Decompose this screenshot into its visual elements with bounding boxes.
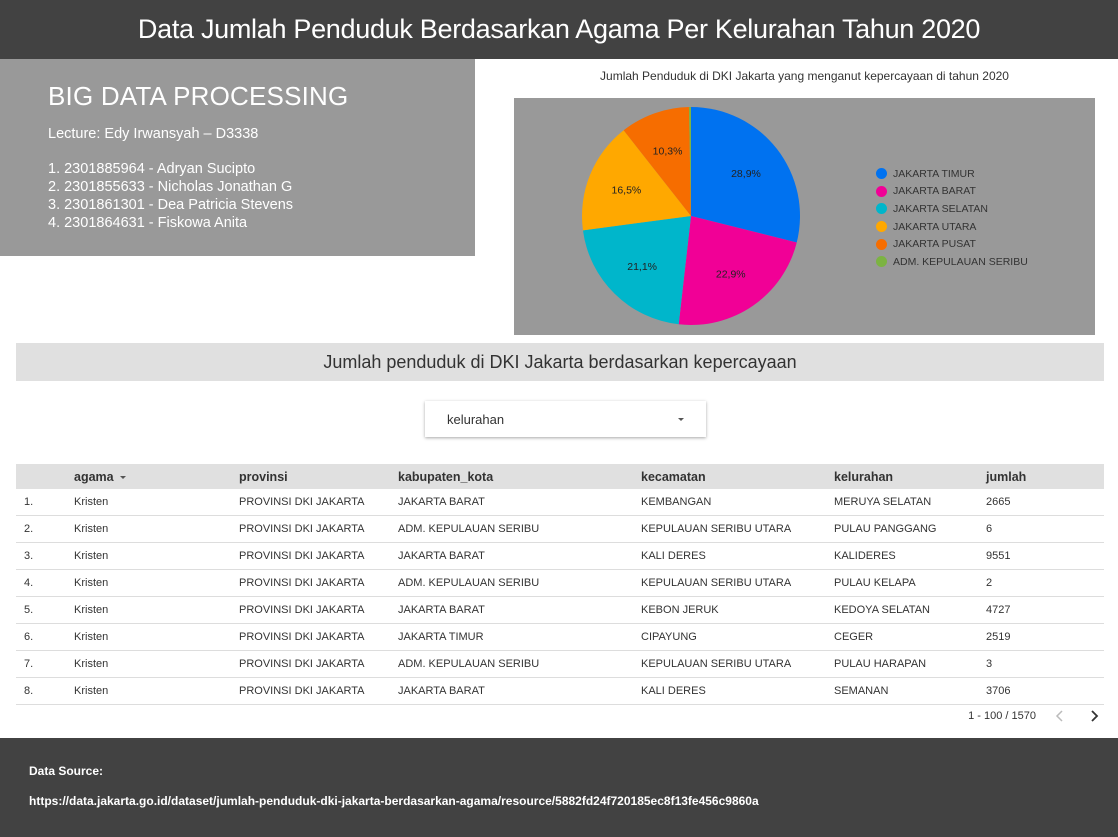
cell-kelurahan: MERUYA SELATAN <box>834 496 932 508</box>
cell-jumlah: 4727 <box>986 604 1011 616</box>
row-index: 7. <box>24 658 34 670</box>
legend-dot-icon <box>876 168 887 179</box>
table-row[interactable] <box>16 570 1104 597</box>
cell-provinsi: PROVINSI DKI JAKARTA <box>239 523 365 535</box>
cell-agama: Kristen <box>74 658 109 670</box>
cell-agama: Kristen <box>74 577 109 589</box>
cell-kabupaten-kota: JAKARTA BARAT <box>398 550 485 562</box>
cell-kelurahan: PULAU PANGGANG <box>834 523 937 535</box>
section-header <box>16 343 1104 381</box>
table-row[interactable] <box>16 516 1104 543</box>
legend-item[interactable]: JAKARTA BARAT <box>876 183 1028 201</box>
footer <box>0 738 1118 837</box>
cell-kecamatan: KALI DERES <box>641 685 706 697</box>
column-header-kabupaten-kota[interactable]: kabupaten_kota <box>398 469 494 484</box>
member-item: 3. 2301861301 - Dea Patricia Stevens <box>48 197 294 213</box>
cell-kecamatan: CIPAYUNG <box>641 631 697 643</box>
cell-jumlah: 3706 <box>986 685 1011 697</box>
cell-jumlah: 2519 <box>986 631 1011 643</box>
pie-slice-label: 21,1% <box>627 260 658 273</box>
cell-kabupaten-kota: ADM. KEPULAUAN SERIBU <box>398 577 540 589</box>
data-table <box>16 464 1104 705</box>
data-source-url[interactable]: https://data.jakarta.go.id/dataset/jumlah-penduduk-dki-jakarta-berdasarkan-agama/resource/5882fd24f720185ec8f13fe456c9860a <box>29 794 759 808</box>
cell-provinsi: PROVINSI DKI JAKARTA <box>239 685 365 697</box>
pie-chart[interactable] <box>514 98 1095 335</box>
legend-item[interactable]: JAKARTA UTARA <box>876 218 1028 236</box>
row-index: 4. <box>24 577 34 589</box>
data-source-label: Data Source: <box>29 764 104 778</box>
row-index: 3. <box>24 550 34 562</box>
chart-title: Jumlah Penduduk di DKI Jakarta yang menganut kepercayaan di tahun 2020 <box>600 69 1009 83</box>
legend-item[interactable]: JAKARTA PUSAT <box>876 235 1028 253</box>
cell-provinsi: PROVINSI DKI JAKARTA <box>239 631 365 643</box>
pie-chart-canvas[interactable] <box>514 98 874 335</box>
cell-provinsi: PROVINSI DKI JAKARTA <box>239 577 365 589</box>
row-index: 5. <box>24 604 34 616</box>
table-row[interactable] <box>16 678 1104 705</box>
caret-down-icon <box>678 418 684 421</box>
table-row[interactable] <box>16 651 1104 678</box>
table-row[interactable] <box>16 624 1104 651</box>
cell-kecamatan: KEPULAUAN SERIBU UTARA <box>641 523 792 535</box>
pie-slice-label: 28,9% <box>731 168 761 181</box>
cell-kabupaten-kota: JAKARTA BARAT <box>398 685 485 697</box>
cell-agama: Kristen <box>74 631 109 643</box>
legend-dot-icon <box>876 203 887 214</box>
prev-page-button[interactable] <box>1050 706 1070 726</box>
cell-jumlah: 3 <box>986 658 993 670</box>
table-row[interactable] <box>16 597 1104 624</box>
info-panel <box>0 59 475 256</box>
cell-jumlah: 2 <box>986 577 993 589</box>
chart-legend <box>876 165 1028 271</box>
table-row[interactable] <box>16 543 1104 570</box>
cell-provinsi: PROVINSI DKI JAKARTA <box>239 604 365 616</box>
kelurahan-filter-dropdown[interactable] <box>425 401 706 437</box>
row-index: 2. <box>24 523 34 535</box>
cell-agama: Kristen <box>74 550 109 562</box>
column-header-agama[interactable]: agama <box>74 470 239 484</box>
cell-jumlah: 6 <box>986 523 993 535</box>
course-title: BIG DATA PROCESSING <box>48 81 349 111</box>
cell-kecamatan: KALI DERES <box>641 550 706 562</box>
pie-slice-label: 16,5% <box>611 184 642 197</box>
cell-kelurahan: PULAU KELAPA <box>834 577 916 589</box>
column-header-kecamatan[interactable]: kecamatan <box>641 469 706 484</box>
cell-kelurahan: PULAU HARAPAN <box>834 658 927 670</box>
cell-kecamatan: KEPULAUAN SERIBU UTARA <box>641 577 792 589</box>
row-index: 8. <box>24 685 34 697</box>
cell-provinsi: PROVINSI DKI JAKARTA <box>239 658 365 670</box>
sort-desc-icon <box>120 476 126 479</box>
table-row[interactable] <box>16 489 1104 516</box>
cell-kecamatan: KEBON JERUK <box>641 604 719 616</box>
member-item: 2. 2301855633 - Nicholas Jonathan G <box>48 179 293 195</box>
legend-dot-icon <box>876 239 887 250</box>
pagination <box>900 704 1104 728</box>
legend-dot-icon <box>876 186 887 197</box>
row-index: 6. <box>24 631 34 643</box>
cell-kabupaten-kota: ADM. KEPULAUAN SERIBU <box>398 523 540 535</box>
pie-slice-label: 10,3% <box>652 145 683 158</box>
pagination-range: 1 - 100 / 1570 <box>968 710 1036 722</box>
legend-dot-icon <box>876 221 887 232</box>
cell-kabupaten-kota: ADM. KEPULAUAN SERIBU <box>398 658 540 670</box>
legend-dot-icon <box>876 256 887 267</box>
column-header-kelurahan[interactable]: kelurahan <box>834 469 894 484</box>
column-header-jumlah[interactable]: jumlah <box>986 469 1027 484</box>
cell-kecamatan: KEPULAUAN SERIBU UTARA <box>641 658 792 670</box>
cell-agama: Kristen <box>74 685 109 697</box>
cell-provinsi: PROVINSI DKI JAKARTA <box>239 496 365 508</box>
column-header-provinsi[interactable]: provinsi <box>239 469 288 484</box>
cell-kelurahan: CEGER <box>834 631 874 643</box>
cell-kelurahan: SEMANAN <box>834 685 889 697</box>
legend-item[interactable]: JAKARTA SELATAN <box>876 200 1028 218</box>
cell-kabupaten-kota: JAKARTA BARAT <box>398 496 485 508</box>
cell-provinsi: PROVINSI DKI JAKARTA <box>239 550 365 562</box>
dropdown-value: kelurahan <box>447 411 505 427</box>
cell-agama: Kristen <box>74 523 109 535</box>
row-index: 1. <box>24 496 34 508</box>
legend-item[interactable]: JAKARTA TIMUR <box>876 165 1028 183</box>
cell-kabupaten-kota: JAKARTA BARAT <box>398 604 485 616</box>
cell-jumlah: 2665 <box>986 496 1011 508</box>
member-item: 4. 2301864631 - Fiskowa Anita <box>48 215 248 231</box>
pie-slice-label: 22,9% <box>715 268 746 281</box>
cell-agama: Kristen <box>74 496 109 508</box>
cell-kelurahan: KALIDERES <box>834 550 896 562</box>
cell-kabupaten-kota: JAKARTA TIMUR <box>398 631 484 643</box>
page-title: Data Jumlah Penduduk Berdasarkan Agama Per Kelurahan Tahun 2020 <box>137 14 981 44</box>
next-page-button[interactable] <box>1084 706 1104 726</box>
cell-agama: Kristen <box>74 604 109 616</box>
lecturer-text: Lecture: Edy Irwansyah – D3338 <box>48 126 259 142</box>
section-title: Jumlah penduduk di DKI Jakarta berdasarkan kepercayaan <box>323 351 797 372</box>
table-header-row <box>16 464 1104 489</box>
chevron-left-icon <box>1055 710 1065 722</box>
page-header <box>0 0 1118 59</box>
member-item: 1. 2301885964 - Adryan Sucipto <box>48 161 256 177</box>
cell-kecamatan: KEMBANGAN <box>641 496 712 508</box>
chevron-right-icon <box>1089 710 1099 722</box>
legend-item[interactable]: ADM. KEPULAUAN SERIBU <box>876 253 1028 271</box>
cell-kelurahan: KEDOYA SELATAN <box>834 604 930 616</box>
cell-jumlah: 9551 <box>986 550 1011 562</box>
